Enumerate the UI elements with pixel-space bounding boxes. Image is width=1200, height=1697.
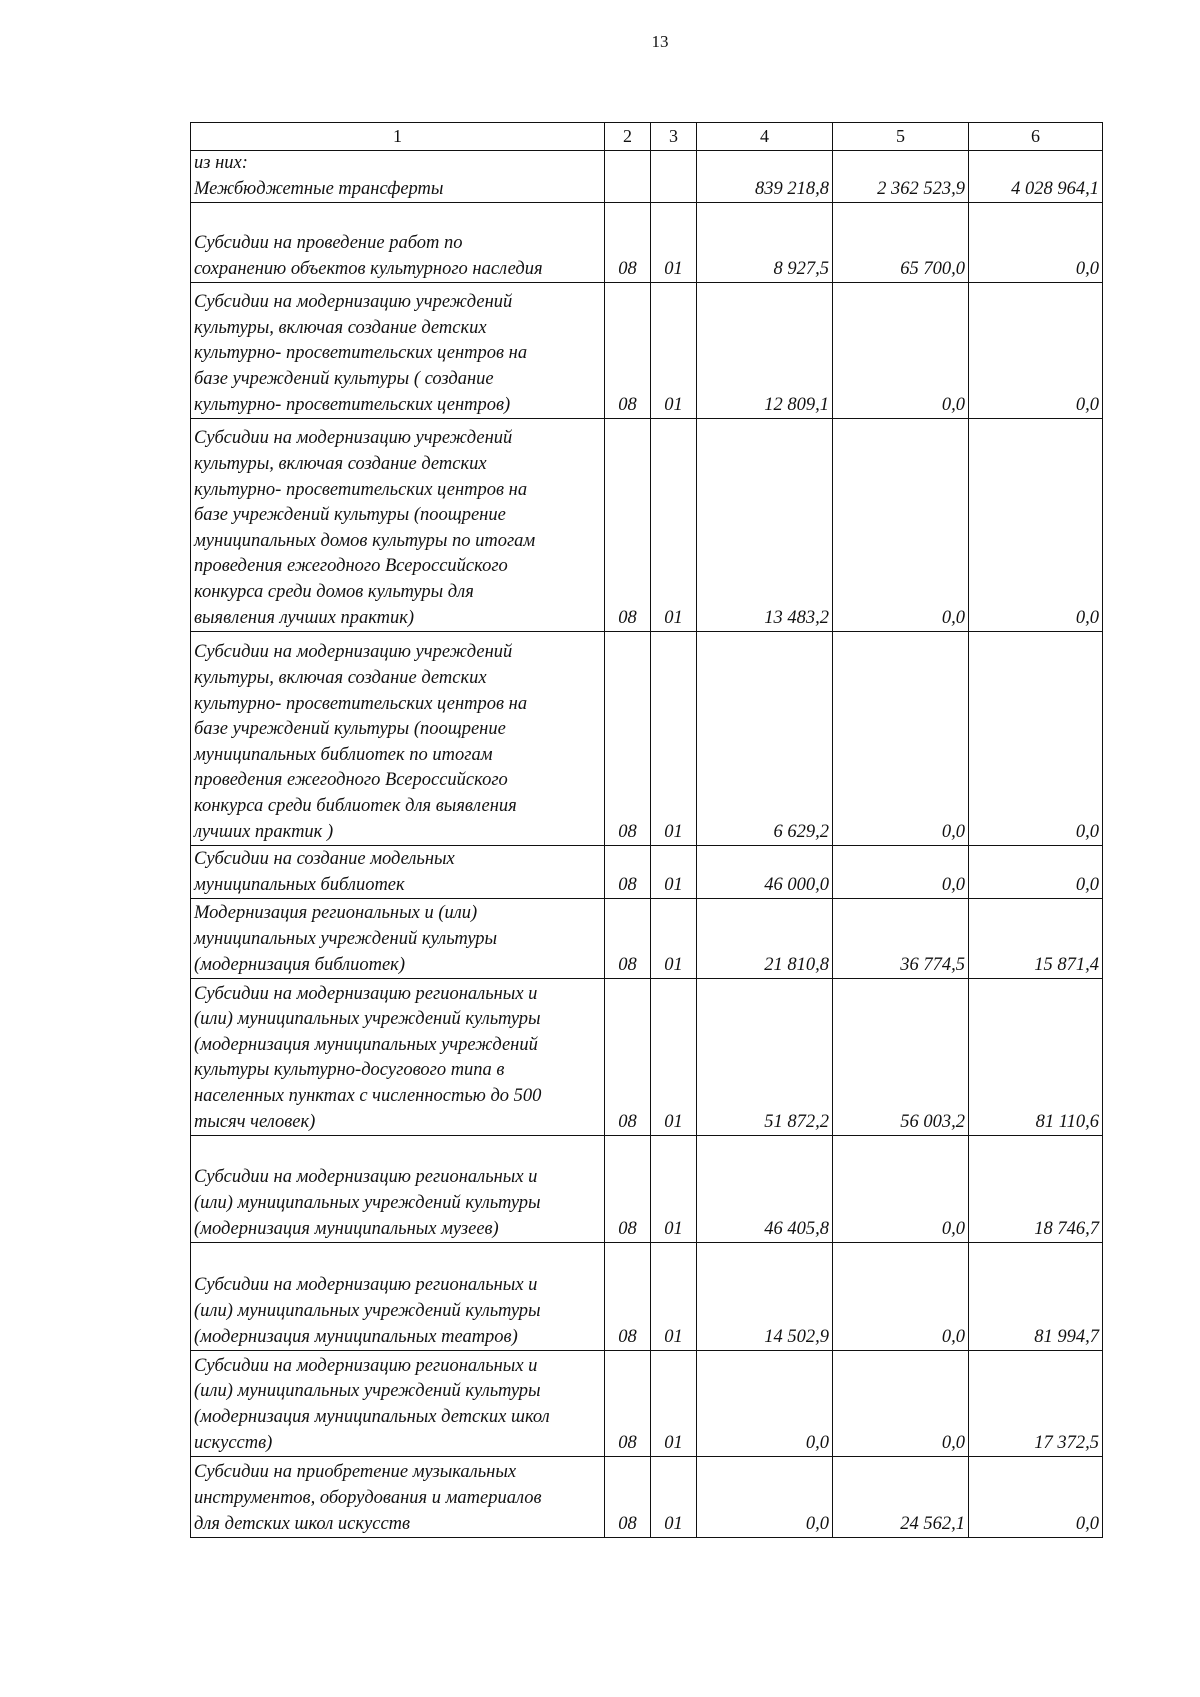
- amount-col4-cell: [697, 979, 833, 1136]
- amount-col5-cell: [833, 632, 969, 846]
- amount-col4-text: 6 629,2: [773, 821, 829, 842]
- amount-col5-cell: [833, 1351, 969, 1457]
- section-code-cell: [605, 419, 651, 632]
- row-name-cell: [191, 979, 605, 1136]
- header-cell: 3: [651, 123, 697, 151]
- amount-col4-text: 21 810,8: [764, 954, 829, 975]
- subsection-code-cell: [651, 151, 697, 203]
- section-code-text: 08: [618, 258, 637, 279]
- section-code-cell: [605, 1243, 651, 1351]
- amount-col6-cell: [969, 283, 1103, 419]
- subsection-code-cell: [651, 979, 697, 1136]
- row-name-text: из них: Межбюджетные трансферты: [194, 153, 444, 199]
- subsection-code-cell: [651, 203, 697, 283]
- amount-col6-cell: [969, 1351, 1103, 1457]
- subsection-code-cell: [651, 1457, 697, 1538]
- amount-col5-text: 0,0: [941, 874, 965, 895]
- header-cell: 6: [969, 123, 1103, 151]
- amount-col4-cell: [697, 1351, 833, 1457]
- section-code-text: 08: [618, 1111, 637, 1132]
- table-row: [191, 632, 1103, 846]
- amount-col4-cell: [697, 846, 833, 899]
- amount-col4-text: 8 927,5: [773, 258, 829, 279]
- section-code-text: 08: [618, 1218, 637, 1239]
- amount-col6-cell: [969, 1136, 1103, 1243]
- amount-col6-cell: [969, 632, 1103, 846]
- amount-col6-cell: [969, 979, 1103, 1136]
- amount-col6-cell: [969, 899, 1103, 979]
- amount-col5-text: 36 774,5: [900, 954, 965, 975]
- amount-col6-cell: [969, 419, 1103, 632]
- amount-col5-text: 0,0: [941, 821, 965, 842]
- amount-col4-text: 0,0: [805, 1432, 829, 1453]
- row-name-text: Субсидии на модернизацию учреждений культуры, включая создание детских культурно- просветительских центров на базе учреждений культуры ( создание культурно- просветительских центров): [194, 292, 528, 415]
- subsection-code-cell: [651, 1243, 697, 1351]
- amount-col6-cell: [969, 846, 1103, 899]
- header-cell: 1: [191, 123, 605, 151]
- amount-col4-text: 12 809,1: [764, 394, 829, 415]
- budget-table: [190, 122, 1103, 1538]
- section-code-text: 08: [618, 1432, 637, 1453]
- amount-col4-cell: [697, 1136, 833, 1243]
- amount-col6-text: 0,0: [1075, 1513, 1099, 1534]
- row-name-text: Модернизация региональных и (или) муниципальных учреждений культуры (модернизация библиотек): [194, 903, 498, 975]
- section-code-cell: [605, 203, 651, 283]
- section-code-text: 08: [618, 607, 637, 628]
- header-cell: 2: [605, 123, 651, 151]
- amount-col5-cell: [833, 203, 969, 283]
- subsection-code-text: 01: [664, 821, 683, 842]
- amount-col5-cell: [833, 979, 969, 1136]
- section-code-cell: [605, 846, 651, 899]
- subsection-code-text: 01: [664, 394, 683, 415]
- amount-col5-text: 0,0: [941, 1326, 965, 1347]
- subsection-code-cell: [651, 632, 697, 846]
- amount-col6-text: 15 871,4: [1034, 954, 1099, 975]
- amount-col4-cell: [697, 1243, 833, 1351]
- header-row: [191, 123, 1103, 151]
- amount-col6-cell: [969, 151, 1103, 203]
- section-code-cell: [605, 1457, 651, 1538]
- subsection-code-text: 01: [664, 1218, 683, 1239]
- amount-col5-text: 0,0: [941, 1218, 965, 1239]
- header-cell: 5: [833, 123, 969, 151]
- row-name-cell: [191, 151, 605, 203]
- amount-col6-cell: [969, 1243, 1103, 1351]
- section-code-text: 08: [618, 821, 637, 842]
- table-row: [191, 1136, 1103, 1243]
- amount-col6-text: 0,0: [1075, 394, 1099, 415]
- section-code-text: 08: [618, 1513, 637, 1534]
- subsection-code-cell: [651, 419, 697, 632]
- section-code-cell: [605, 151, 651, 203]
- table-row: [191, 419, 1103, 632]
- row-name-cell: [191, 846, 605, 899]
- row-name-cell: [191, 899, 605, 979]
- row-name-text: Субсидии на модернизацию региональных и (или) муниципальных учреждений культуры (модернизация муниципальных учреждений культуры культурно-досугового типа в населенных пунктах с численностью до 500 тысяч человек): [194, 983, 542, 1132]
- row-name-text: Субсидии на проведение работ по сохранению объектов культурного наследия: [194, 233, 543, 279]
- subsection-code-text: 01: [664, 1513, 683, 1534]
- row-name-text: Субсидии на приобретение музыкальных инструментов, оборудования и материалов для детских школ искусств: [194, 1462, 542, 1534]
- row-name-cell: [191, 1351, 605, 1457]
- table-row: [191, 899, 1103, 979]
- table-row: [191, 1243, 1103, 1351]
- amount-col4-text: 0,0: [805, 1513, 829, 1534]
- subsection-code-text: 01: [664, 1326, 683, 1347]
- subsection-code-text: 01: [664, 1111, 683, 1132]
- row-name-text: Субсидии на модернизацию региональных и (или) муниципальных учреждений культуры (модернизация муниципальных театров): [194, 1275, 541, 1347]
- amount-col6-text: 17 372,5: [1034, 1432, 1099, 1453]
- section-code-cell: [605, 1351, 651, 1457]
- amount-col4-cell: [697, 899, 833, 979]
- amount-col6-cell: [969, 1457, 1103, 1538]
- table-row: [191, 1457, 1103, 1538]
- amount-col5-cell: [833, 1457, 969, 1538]
- subsection-code-cell: [651, 846, 697, 899]
- section-code-cell: [605, 632, 651, 846]
- subsection-code-text: 01: [664, 258, 683, 279]
- amount-col4-text: 46 000,0: [764, 874, 829, 895]
- amount-col5-cell: [833, 419, 969, 632]
- amount-col6-text: 0,0: [1075, 821, 1099, 842]
- amount-col5-text: 65 700,0: [900, 258, 965, 279]
- amount-col5-text: 24 562,1: [900, 1513, 965, 1534]
- row-name-cell: [191, 419, 605, 632]
- row-name-cell: [191, 203, 605, 283]
- amount-col5-cell: [833, 1136, 969, 1243]
- table-row: [191, 1351, 1103, 1457]
- section-code-cell: [605, 979, 651, 1136]
- amount-col4-text: 14 502,9: [764, 1326, 829, 1347]
- row-name-cell: [191, 1457, 605, 1538]
- amount-col4-text: 13 483,2: [764, 607, 829, 628]
- amount-col4-cell: [697, 283, 833, 419]
- row-name-cell: [191, 283, 605, 419]
- amount-col6-text: 0,0: [1075, 607, 1099, 628]
- amount-col5-text: 0,0: [941, 1432, 965, 1453]
- subsection-code-cell: [651, 1351, 697, 1457]
- amount-col5-cell: [833, 1243, 969, 1351]
- row-name-text: Субсидии на модернизацию региональных и (или) муниципальных учреждений культуры (модернизация муниципальных детских школ искусств): [194, 1355, 550, 1453]
- amount-col5-text: 0,0: [941, 607, 965, 628]
- section-code-text: 08: [618, 874, 637, 895]
- amount-col4-cell: [697, 1457, 833, 1538]
- table-body: [191, 151, 1103, 1538]
- header-cell: 4: [697, 123, 833, 151]
- amount-col6-text: 0,0: [1075, 874, 1099, 895]
- table-row: [191, 283, 1103, 419]
- amount-col6-text: 18 746,7: [1034, 1218, 1099, 1239]
- section-code-cell: [605, 1136, 651, 1243]
- amount-col6-text: 81 994,7: [1034, 1326, 1099, 1347]
- subsection-code-cell: [651, 899, 697, 979]
- subsection-code-text: 01: [664, 607, 683, 628]
- amount-col4-text: 51 872,2: [764, 1111, 829, 1132]
- section-code-text: 08: [618, 1326, 637, 1347]
- table-row: [191, 151, 1103, 203]
- section-code-cell: [605, 899, 651, 979]
- amount-col4-text: 46 405,8: [764, 1218, 829, 1239]
- amount-col6-text: 4 028 964,1: [1011, 178, 1099, 199]
- amount-col5-text: 0,0: [941, 394, 965, 415]
- subsection-code-cell: [651, 283, 697, 419]
- row-name-text: Субсидии на модернизацию учреждений культуры, включая создание детских культурно- просветительских центров на базе учреждений культуры (поощрение муниципальных библиотек по итогам проведения ежегодного Всероссийского конкурса среди библиотек для выявления лучших практик ): [194, 642, 528, 842]
- row-name-text: Субсидии на модернизацию учреждений культуры, включая создание детских культурно- просветительских центров на базе учреждений культуры (поощрение муниципальных домов культуры по итогам проведения ежегодного Всероссийского конкурса среди домов культуры для выявления лучших практик): [194, 428, 536, 628]
- subsection-code-text: 01: [664, 874, 683, 895]
- amount-col6-cell: [969, 203, 1103, 283]
- amount-col5-text: 2 362 523,9: [877, 178, 965, 199]
- amount-col5-cell: [833, 283, 969, 419]
- row-name-cell: [191, 1136, 605, 1243]
- section-code-cell: [605, 283, 651, 419]
- table-row: [191, 846, 1103, 899]
- row-name-text: Субсидии на создание модельных муниципальных библиотек: [194, 849, 455, 895]
- amount-col4-text: 839 218,8: [755, 178, 829, 199]
- amount-col4-cell: [697, 632, 833, 846]
- row-name-cell: [191, 632, 605, 846]
- subsection-code-cell: [651, 1136, 697, 1243]
- row-name-text: Субсидии на модернизацию региональных и (или) муниципальных учреждений культуры (модернизация муниципальных музеев): [194, 1167, 541, 1239]
- amount-col5-cell: [833, 151, 969, 203]
- amount-col5-cell: [833, 846, 969, 899]
- row-name-cell: [191, 1243, 605, 1351]
- subsection-code-text: 01: [664, 954, 683, 975]
- section-code-text: 08: [618, 954, 637, 975]
- page-number: 13: [651, 32, 669, 51]
- amount-col5-text: 56 003,2: [900, 1111, 965, 1132]
- amount-col6-text: 81 110,6: [1035, 1111, 1099, 1132]
- amount-col4-cell: [697, 419, 833, 632]
- table-row: [191, 979, 1103, 1136]
- amount-col5-cell: [833, 899, 969, 979]
- amount-col4-cell: [697, 203, 833, 283]
- table-row: [191, 203, 1103, 283]
- section-code-text: 08: [618, 394, 637, 415]
- amount-col4-cell: [697, 151, 833, 203]
- amount-col6-text: 0,0: [1075, 258, 1099, 279]
- subsection-code-text: 01: [664, 1432, 683, 1453]
